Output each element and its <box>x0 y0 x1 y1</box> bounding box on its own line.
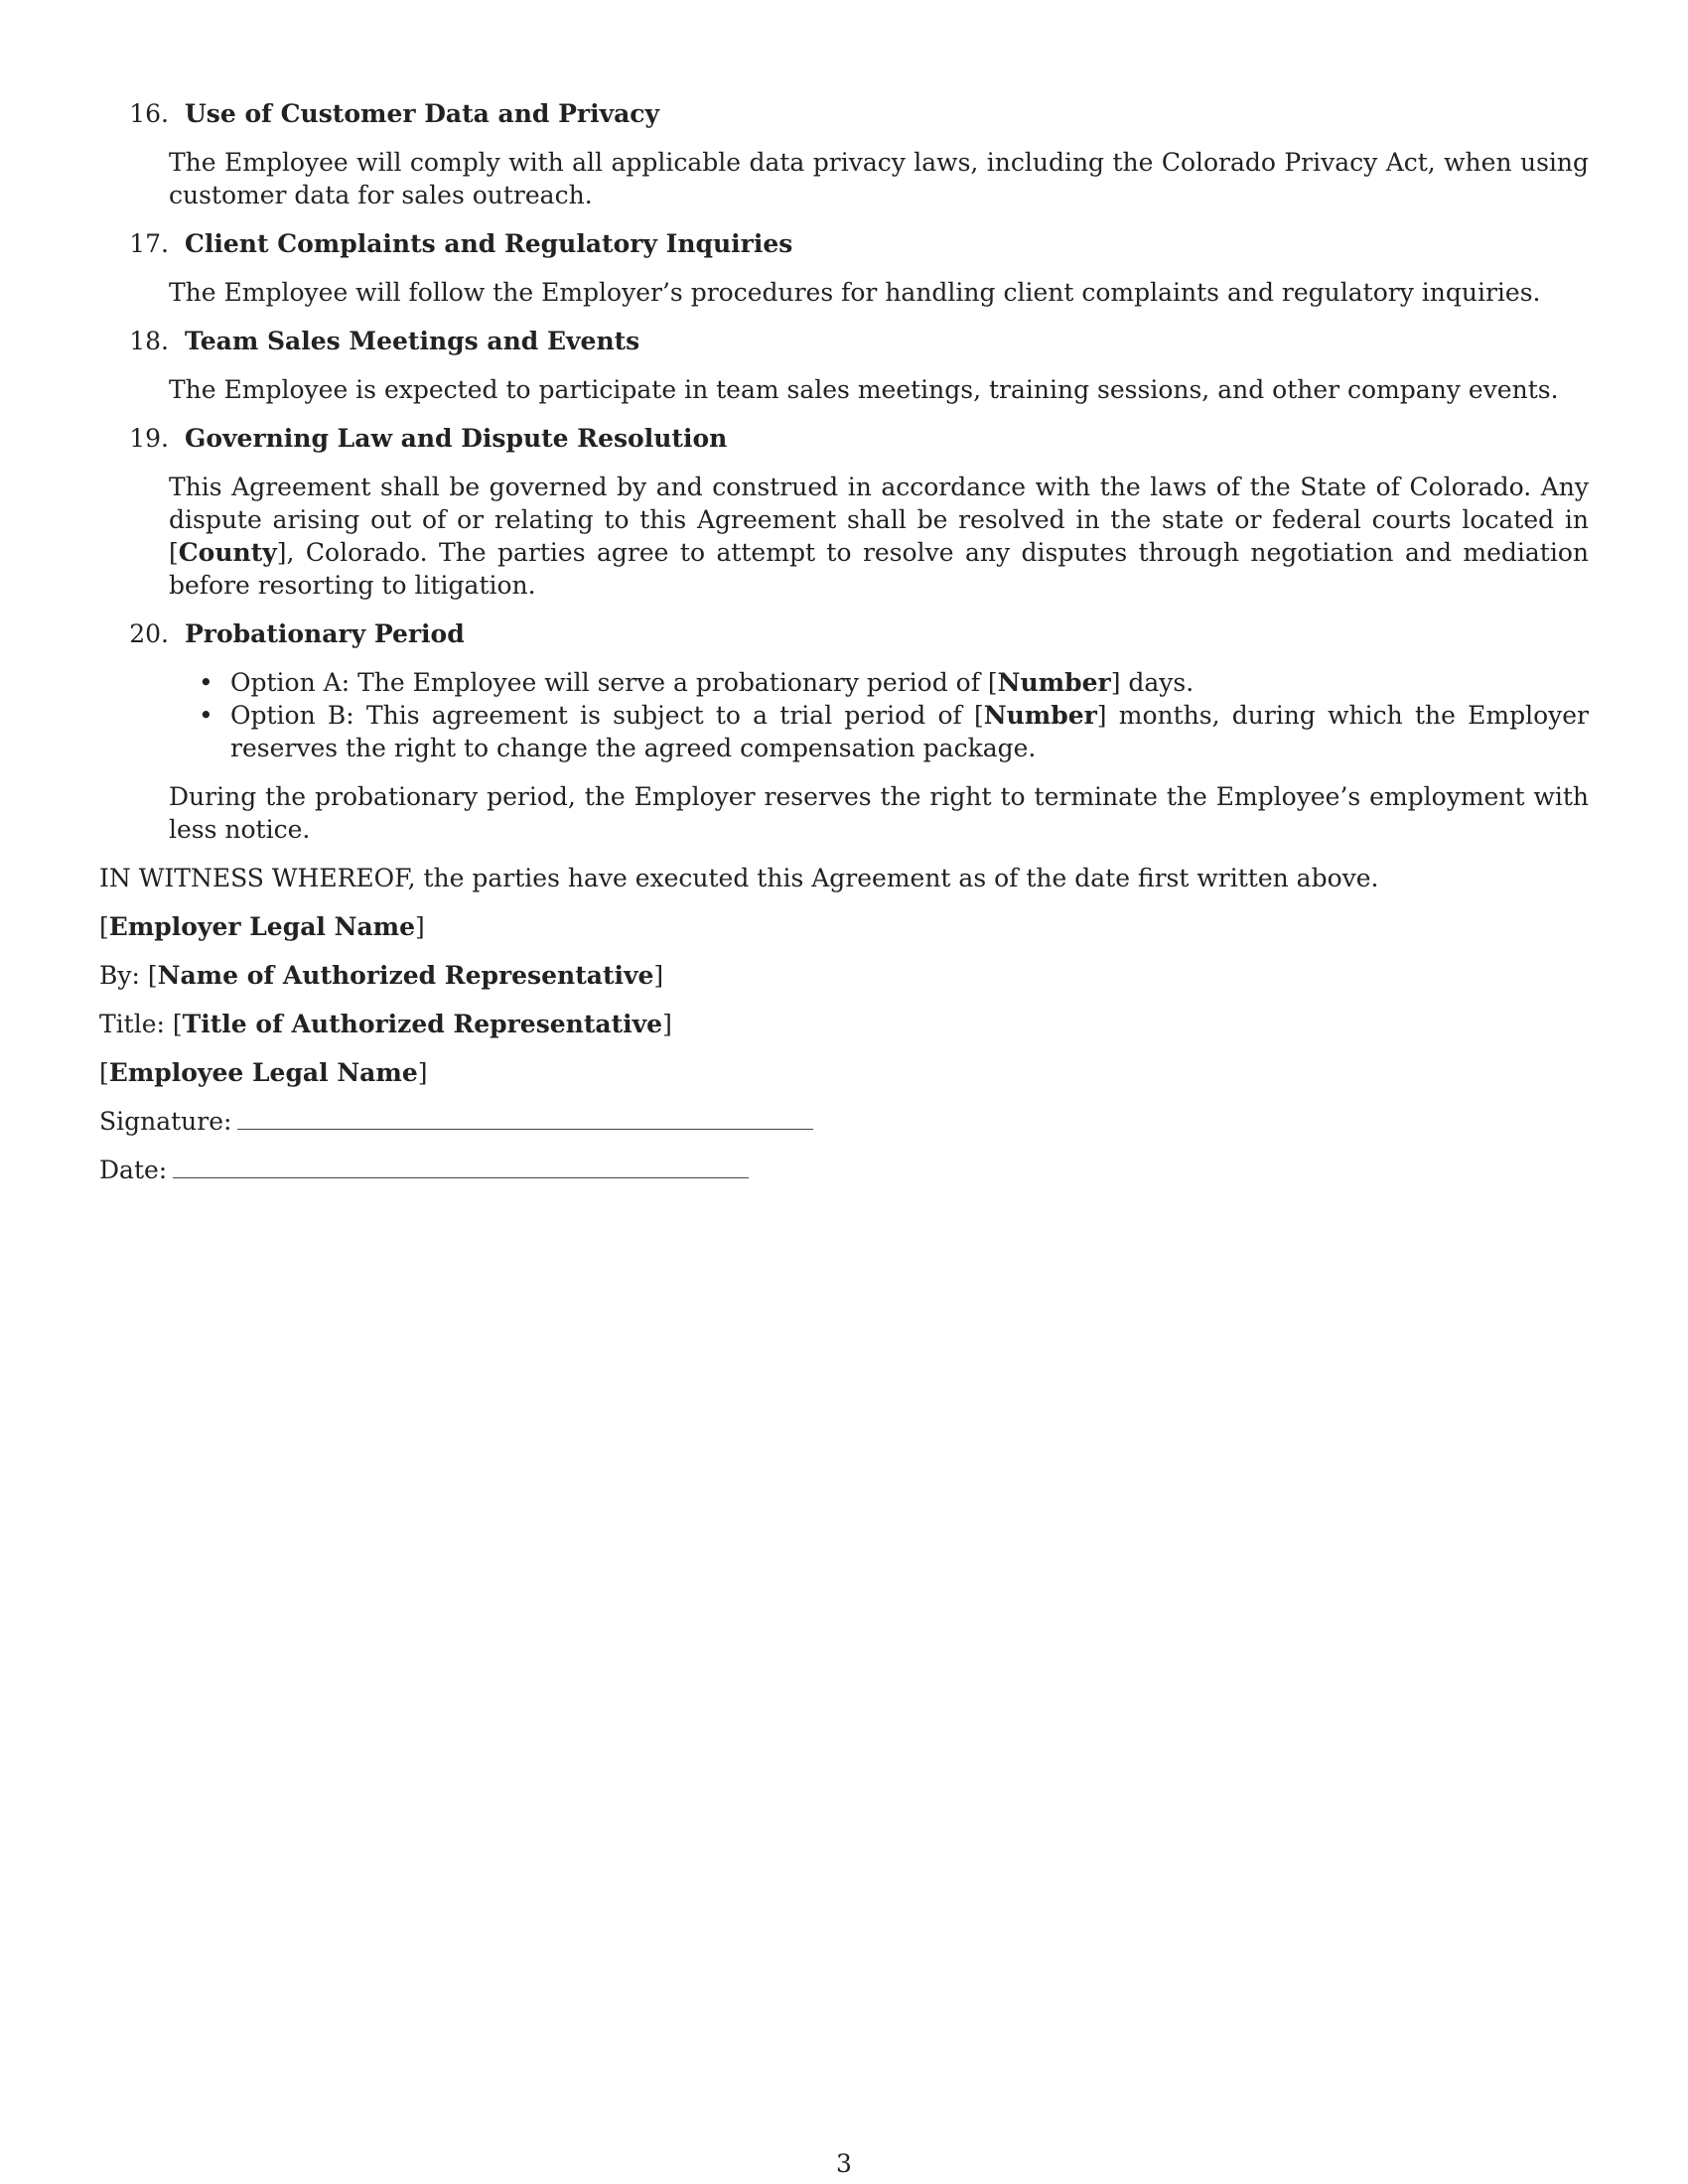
section-title: Team Sales Meetings and Events <box>185 327 640 355</box>
section-18 <box>99 325 1589 406</box>
section-number: 20. <box>129 619 169 648</box>
employee-name-placeholder: Employee Legal Name <box>108 1058 418 1087</box>
section-title: Client Complaints and Regulatory Inquiries <box>185 229 793 258</box>
title-line: Title: [Title of Authorized Representative] <box>99 1010 672 1038</box>
signature-label: Signature: <box>99 1107 232 1136</box>
text-segment: Option A: The Employee will serve a probationary period of [ <box>230 668 998 697</box>
bullet-icon: • <box>199 701 213 730</box>
section-19 <box>99 422 1589 602</box>
section-text <box>169 471 1589 602</box>
title-label: Title: <box>99 1010 165 1038</box>
options-list <box>169 666 1589 764</box>
text-segment: Option B: This agreement is subject to a trial period of [ <box>230 701 984 730</box>
section-heading <box>99 617 1589 650</box>
section-closing-text: During the probationary period, the Employer reserves the right to terminate the Employee’s employment with less notice. <box>169 782 1589 844</box>
section-number: 19. <box>129 424 169 453</box>
section-text: The Employee will comply with all applicable data privacy laws, including the Colorado Privacy Act, when using customer data for sales outreach. <box>169 148 1589 209</box>
section-title: Governing Law and Dispute Resolution <box>185 424 728 453</box>
text-segment: ] days. <box>1110 668 1195 697</box>
section-number: 16. <box>129 99 169 128</box>
section-20 <box>99 617 1589 846</box>
number-placeholder: Number <box>997 668 1111 697</box>
date-line <box>99 1154 1589 1186</box>
text-segment: ], Colorado. The parties agree to attempt to resolve any disputes through negotiation and mediation before resorting to litigation. <box>169 538 1589 600</box>
section-number: 17. <box>129 229 169 258</box>
by-line: By: [Name of Authorized Representative] <box>99 961 664 990</box>
signature-blank <box>237 1107 813 1130</box>
list-item <box>169 666 1589 699</box>
section-heading <box>99 325 1589 357</box>
employee-name: [Employee Legal Name] <box>99 1058 428 1087</box>
representative-name-placeholder: Name of Authorized Representative <box>157 961 654 990</box>
section-text: The Employee will follow the Employer’s procedures for handling client complaints and regulatory inquiries. <box>169 278 1541 307</box>
section-title: Use of Customer Data and Privacy <box>185 99 660 128</box>
list-item <box>169 699 1589 764</box>
witness-clause: IN WITNESS WHEREOF, the parties have executed this Agreement as of the date first written above. <box>99 864 1379 892</box>
date-blank <box>173 1156 749 1178</box>
section-number: 18. <box>129 327 169 355</box>
document-page <box>99 97 1589 1202</box>
section-16 <box>99 97 1589 211</box>
bullet-icon: • <box>199 668 213 697</box>
section-heading <box>99 422 1589 455</box>
section-title: Probationary Period <box>185 619 465 648</box>
text-segment: This Agreement shall be governed by and construed in accordance with the laws of the State of Colorado. Any dispute arising out of or relating to this Agreement shall be resolved in the state or federal courts located in [ <box>169 473 1589 567</box>
signature-line <box>99 1105 1589 1138</box>
date-label: Date: <box>99 1156 168 1184</box>
section-17 <box>99 227 1589 309</box>
page-number: 3 <box>836 2149 852 2178</box>
section-text: The Employee is expected to participate in team sales meetings, training sessions, and other company events. <box>169 375 1559 404</box>
text-segment: ] months, during which the Employer reserves the right to change the agreed compensation package. <box>230 701 1589 762</box>
representative-title-placeholder: Title of Authorized Representative <box>182 1010 663 1038</box>
employer-name-placeholder: Employer Legal Name <box>108 912 416 941</box>
county-placeholder: County <box>178 538 277 567</box>
employer-name: [Employer Legal Name] <box>99 912 425 941</box>
by-label: By: <box>99 961 140 990</box>
section-heading <box>99 227 1589 260</box>
section-heading <box>99 97 1589 130</box>
number-placeholder: Number <box>983 701 1097 730</box>
